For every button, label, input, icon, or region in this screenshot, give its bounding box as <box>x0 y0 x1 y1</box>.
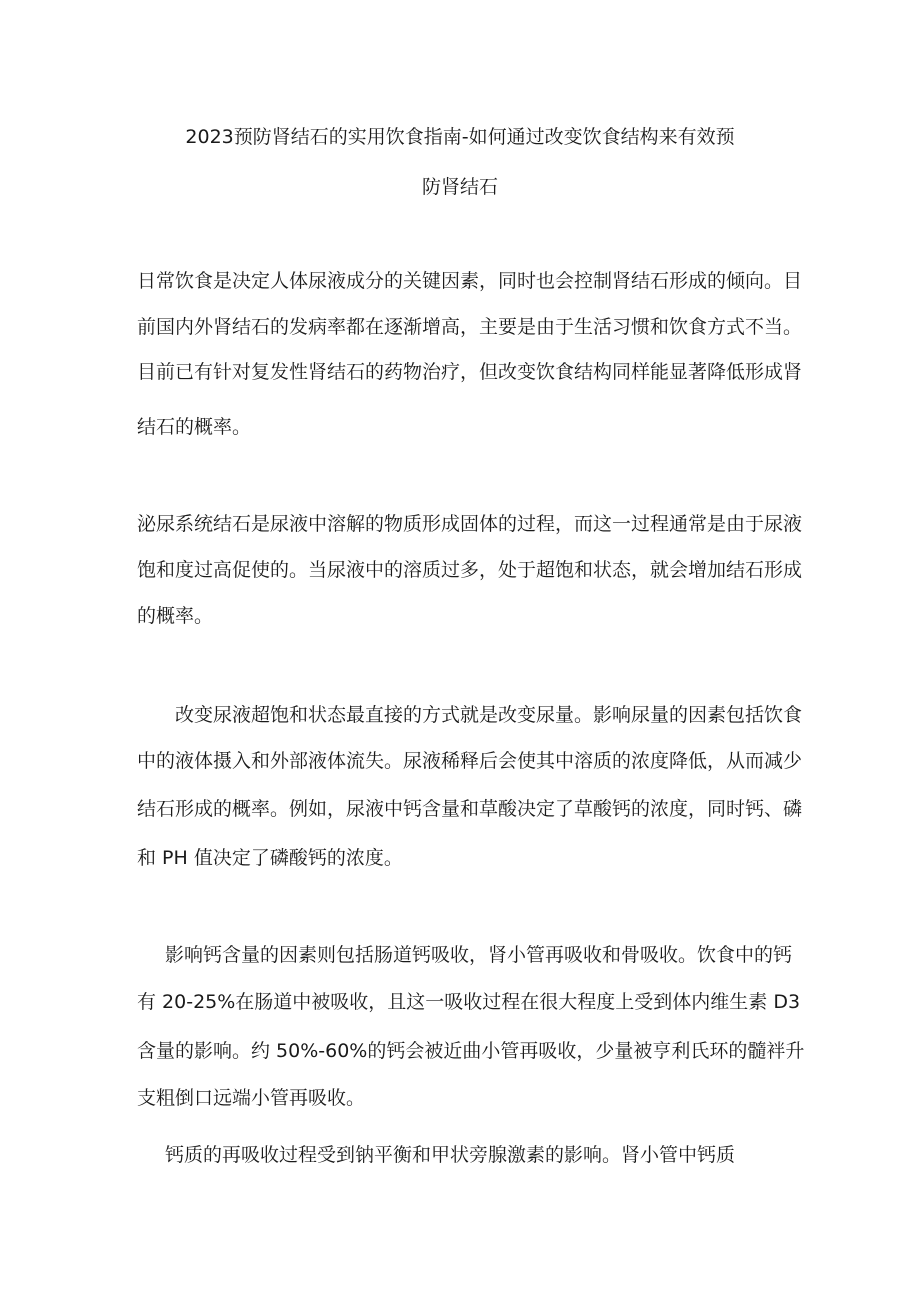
paragraph-line: 中的液体摄入和外部液体流失。尿液稀释后会使其中溶质的浓度降低，从而减少 <box>137 750 803 772</box>
paragraph-line: 和 PH 值决定了磷酸钙的浓度。 <box>137 847 403 869</box>
document-title-line-1: 2023预防肾结石的实用饮食指南-如何通过改变饮食结构来有效预 <box>185 126 735 148</box>
paragraph-5 <box>137 1142 797 1182</box>
paragraph-line: 饱和度过高促使的。当尿液中的溶质过多，处于超饱和状态，就会增加结石形成 <box>137 559 803 581</box>
paragraph-line: 结石形成的概率。例如，尿液中钙含量和草酸决定了草酸钙的浓度，同时钙、磷 <box>137 798 803 820</box>
paragraph-line: 结石的概率。 <box>137 416 252 438</box>
paragraph-2 <box>137 511 803 631</box>
paragraph-line: 目前已有针对复发性肾结石的药物治疗，但改变饮食结构同样能显著降低形成肾 <box>137 361 803 383</box>
document-title-line-2: 防肾结石 <box>421 176 498 198</box>
paragraph-line: 泌尿系统结石是尿液中溶解的物质形成固体的过程，而这一过程通常是由于尿液 <box>137 513 803 535</box>
paragraph-line: 钙质的再吸收过程受到钠平衡和甲状旁腺激素的影响。肾小管中钙质 <box>165 1144 736 1166</box>
paragraph-3 <box>137 702 803 882</box>
paragraph-1 <box>137 268 803 448</box>
paragraph-line: 日常饮食是决定人体尿液成分的关键因素，同时也会控制肾结石形成的倾向。目 <box>137 270 803 292</box>
paragraph-line: 的概率。 <box>137 605 214 627</box>
paragraph-line: 前国内外肾结石的发病率都在逐渐增高，主要是由于生活习惯和饮食方式不当。 <box>137 316 803 338</box>
paragraph-4 <box>137 942 805 1122</box>
paragraph-line: 影响钙含量的因素则包括肠道钙吸收，肾小管再吸收和骨吸收。饮食中的钙 <box>165 944 793 966</box>
paragraph-line: 改变尿液超饱和状态最直接的方式就是改变尿量。影响尿量的因素包括饮食 <box>175 704 803 726</box>
paragraph-line: 有 20-25%在肠道中被吸收，且这一吸收过程在很大程度上受到体内维生素 D3 <box>137 991 801 1013</box>
paragraph-line: 支粗倒口远端小管再吸收。 <box>137 1087 366 1109</box>
paragraph-line: 含量的影响。约 50%-60%的钙会被近曲小管再吸收，少量被亨利氏环的髓袢升 <box>137 1040 805 1062</box>
